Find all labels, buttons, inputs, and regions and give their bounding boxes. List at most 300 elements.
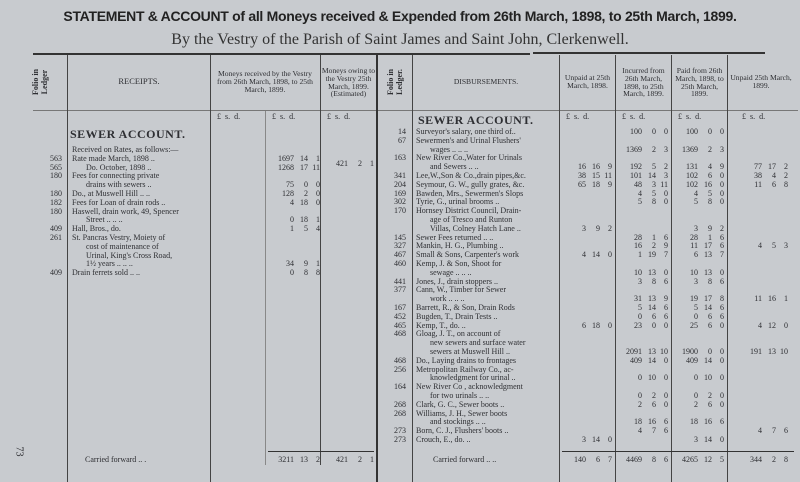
shillings: 8 <box>652 197 656 207</box>
shillings: 17 <box>704 294 712 304</box>
pence: 1 <box>784 294 788 304</box>
money-cell <box>672 436 724 445</box>
folio-number: 460 <box>394 259 406 268</box>
shillings: 18 <box>592 179 600 189</box>
pounds: 0 <box>290 215 294 225</box>
disbursement-row <box>0 410 800 419</box>
money-cell <box>736 181 788 190</box>
pence: 9 <box>720 162 724 172</box>
receipt-description: Drain ferrets sold .. .. <box>72 268 140 278</box>
money-cell <box>616 251 668 260</box>
money-cell <box>736 348 788 357</box>
disbursement-description: New River Co , acknowledgment <box>416 382 523 392</box>
disbursement-description: Seymour, G. W., gully grates, &c. <box>416 179 525 189</box>
disbursement-description: Do., Laying drains to frontages <box>416 355 516 365</box>
pounds: 3 <box>694 276 698 286</box>
money-cell <box>672 418 724 427</box>
shillings: 6 <box>708 320 712 330</box>
pounds: 409 <box>630 355 642 365</box>
pence: 0 <box>664 355 668 365</box>
money-cell <box>616 146 668 155</box>
money-cell <box>616 269 668 278</box>
pence: 11 <box>604 171 612 180</box>
folio-number: 261 <box>50 233 62 242</box>
disbursement-description: Kemp, T., do. .. <box>416 320 466 330</box>
money-cell <box>736 427 788 436</box>
shillings: 9 <box>596 223 600 233</box>
pence: 0 <box>664 188 668 198</box>
disbursement-description: Hornsey District Council, Drain- <box>416 206 522 216</box>
shillings: 6 <box>708 399 712 409</box>
disbursement-description: Born, C. J., Flushers' boots .. <box>416 426 509 436</box>
money-cell <box>616 357 668 366</box>
pounds: 16 <box>634 241 642 251</box>
pence: 10 <box>780 347 788 356</box>
pence: 6 <box>720 241 724 251</box>
shillings: 2 <box>358 455 362 464</box>
units-label: £ s. d. <box>678 112 702 121</box>
units-label: £ s. d. <box>217 112 241 121</box>
money-cell <box>672 190 724 199</box>
receipt-description: Rate made March, 1898 .. <box>72 153 155 163</box>
disbursement-description: work .. .. .. <box>430 294 465 304</box>
shillings: 2 <box>652 144 656 154</box>
shillings: 16 <box>648 417 656 427</box>
money-cell <box>672 401 724 410</box>
money-cell <box>672 313 724 322</box>
disbursement-description: and stockings .. .. <box>430 417 486 427</box>
pounds: 1 <box>290 224 294 234</box>
money-cell <box>560 181 612 190</box>
disbursement-row <box>0 383 800 392</box>
receipt-description: Urinal, King's Cross Road, <box>86 250 173 260</box>
pence: 9 <box>664 241 668 251</box>
receipt-description: Do., at Muswell Hill .. .. <box>72 189 150 198</box>
disbursement-row <box>0 286 800 295</box>
folio-number: 204 <box>394 179 406 189</box>
disbursement-description: Gloag, J. T., on account of <box>416 329 501 339</box>
folio-number: 180 <box>50 189 62 198</box>
pounds: 2 <box>694 399 698 409</box>
pounds: 102 <box>686 179 698 189</box>
money-cell <box>672 128 724 137</box>
folio-number: 256 <box>394 364 406 374</box>
pence: 0 <box>720 188 724 198</box>
money-cell <box>616 242 668 251</box>
pence: 6 <box>720 303 724 312</box>
pence: 5 <box>720 455 724 464</box>
pounds: 38 <box>578 171 586 180</box>
folio-number: 377 <box>394 285 406 295</box>
page-title: STATEMENT & ACCOUNT of all Moneys received & Expended from 26th March, 1898, to 25th March, 1899. <box>63 8 737 24</box>
pence: 0 <box>720 171 724 180</box>
money-cell <box>616 163 668 172</box>
pence: 2 <box>316 455 320 464</box>
shillings: 0 <box>652 127 656 136</box>
pounds: 131 <box>686 162 698 172</box>
disbursement-description: and Sewers .. .. <box>430 162 479 172</box>
shillings: 7 <box>772 426 776 436</box>
pounds: 0 <box>638 391 642 400</box>
disbursement-description: Sewer Fees returned .. .. <box>416 232 494 242</box>
pence: 7 <box>664 250 668 260</box>
pence: 6 <box>664 426 668 436</box>
shillings: 6 <box>772 179 776 189</box>
shillings: 8 <box>708 276 712 286</box>
money-cell <box>672 163 724 172</box>
disbursement-row <box>0 436 800 445</box>
pounds: 5 <box>638 303 642 312</box>
shillings: 6 <box>708 171 712 180</box>
receipt-description: Haswell, drain work, 49, Spencer <box>72 206 179 216</box>
shillings: 16 <box>592 162 600 172</box>
disbursement-description: sewage .. .. .. <box>430 267 472 277</box>
disbursement-row <box>0 154 800 163</box>
disbursement-description: sewers at Muswell Hill .. <box>430 347 510 356</box>
money-cell <box>672 181 724 190</box>
shillings: 13 <box>648 347 656 356</box>
disbursement-row <box>0 366 800 375</box>
money-cell <box>616 392 668 401</box>
folio-number: 468 <box>394 355 406 365</box>
header-paid: Paid from 26th March, 1898, to 25th March, 1899. <box>675 65 724 99</box>
pence: 2 <box>608 223 612 233</box>
pence: 6 <box>720 232 724 242</box>
money-cell <box>672 295 724 304</box>
disbursement-row <box>0 216 800 225</box>
pence: 0 <box>316 197 320 207</box>
shillings: 1 <box>652 232 656 242</box>
folio-number: 163 <box>394 153 406 163</box>
shillings: 13 <box>768 347 776 356</box>
shillings: 14 <box>648 303 656 312</box>
money-cell <box>736 163 788 172</box>
pounds: 19 <box>690 294 698 304</box>
pence: 11 <box>660 179 668 189</box>
pence: 1 <box>316 215 320 225</box>
pounds: 0 <box>694 311 698 321</box>
shillings: 2 <box>652 391 656 400</box>
folio-number: 563 <box>50 153 62 163</box>
folio-number: 302 <box>394 197 406 207</box>
money-cell <box>672 374 724 383</box>
pounds: 1 <box>638 250 642 260</box>
pence: 6 <box>664 455 668 464</box>
header-folio-left: Folio in Ledger <box>31 69 49 96</box>
disbursement-description: Clark, G. C., Sewer boots .. <box>416 399 505 409</box>
shillings: 16 <box>704 417 712 427</box>
shillings: 14 <box>648 355 656 365</box>
pence: 2 <box>784 171 788 180</box>
pence: 1 <box>316 259 320 269</box>
page-subtitle: By the Vestry of the Parish of Saint James and Saint John, Clerkenwell. <box>171 31 629 48</box>
folio-number: 268 <box>394 408 406 418</box>
shillings: 14 <box>300 153 308 163</box>
pounds: 1369 <box>626 144 642 154</box>
disbursement-description: Bawden, Mrs., Sewermen's Slops <box>416 188 524 198</box>
money-cell <box>616 418 668 427</box>
money-cell <box>672 234 724 243</box>
folio-number: 67 <box>398 135 406 145</box>
shillings: 10 <box>704 373 712 383</box>
total-rule <box>268 451 374 452</box>
pounds: 25 <box>690 320 698 330</box>
disbursement-description: Small & Sons, Carpenter's work <box>416 250 519 260</box>
disbursement-row <box>0 137 800 146</box>
pence: 0 <box>664 391 668 400</box>
disbursement-description: for two urinals .. .. <box>430 391 490 400</box>
pence: 0 <box>664 373 668 383</box>
shillings: 2 <box>772 455 776 464</box>
pence: 0 <box>720 391 724 400</box>
shillings: 14 <box>648 171 656 180</box>
pounds: 421 <box>336 158 348 168</box>
shillings: 2 <box>304 189 308 198</box>
money-cell <box>616 190 668 199</box>
receipts-section-title: SEWER ACCOUNT. <box>70 127 186 141</box>
pounds: 65 <box>578 179 586 189</box>
pounds: 11 <box>690 241 698 251</box>
pounds: 23 <box>634 320 642 330</box>
pence: 0 <box>720 127 724 136</box>
pence: 9 <box>664 294 668 304</box>
pounds: 3 <box>694 223 698 233</box>
receipt-description: Received on Rates, as follows:— <box>72 145 179 154</box>
shillings: 17 <box>704 241 712 251</box>
disbursement-row <box>0 339 800 348</box>
shillings: 14 <box>592 250 600 260</box>
folio-number: 327 <box>394 241 406 251</box>
pence: 1 <box>370 158 374 168</box>
money-cell <box>616 456 668 465</box>
money-cell <box>616 181 668 190</box>
shillings: 2 <box>652 241 656 251</box>
pence: 0 <box>316 180 320 190</box>
receipt-description: St. Pancras Vestry, Moiety of <box>72 233 166 242</box>
carried-forward-label: Carried forward .. .. <box>433 455 497 464</box>
pence: 9 <box>608 179 612 189</box>
shillings: 18 <box>300 197 308 207</box>
money-cell <box>560 456 612 465</box>
shillings: 18 <box>300 215 308 225</box>
pence: 0 <box>608 250 612 260</box>
money-cell <box>672 278 724 287</box>
pounds: 101 <box>630 171 642 180</box>
folio-number: 273 <box>394 435 406 444</box>
shillings: 8 <box>708 197 712 207</box>
disbursement-description: Sewermen's and Urinal Flushers' <box>416 135 521 145</box>
pounds: 10 <box>690 267 698 277</box>
shillings: 6 <box>708 311 712 321</box>
disbursement-row <box>0 207 800 216</box>
pounds: 0 <box>290 268 294 278</box>
pounds: 38 <box>754 171 762 180</box>
shillings: 12 <box>704 455 712 464</box>
disbursement-description: Williams, J. H., Sewer boots <box>416 408 508 418</box>
money-cell <box>616 348 668 357</box>
disbursement-description: New River Co.,Water for Urinals <box>416 153 522 163</box>
money-cell <box>672 357 724 366</box>
shillings: 13 <box>704 250 712 260</box>
pounds: 192 <box>630 162 642 172</box>
pence: 6 <box>664 232 668 242</box>
pounds: 4 <box>638 188 642 198</box>
shillings: 15 <box>592 171 600 180</box>
money-cell <box>616 128 668 137</box>
shillings: 2 <box>358 158 362 168</box>
folio-number: 341 <box>394 171 406 180</box>
units-label: £ s. d. <box>742 112 766 121</box>
pounds: 128 <box>282 189 294 198</box>
shillings: 0 <box>304 180 308 190</box>
disbursement-description: wages .. .. .. <box>430 144 468 154</box>
pounds: 421 <box>336 455 348 464</box>
folio-number: 14 <box>398 127 406 136</box>
shillings: 14 <box>592 435 600 444</box>
folio-number: 409 <box>50 268 62 278</box>
disbursement-row <box>0 330 800 339</box>
pence: 0 <box>316 189 320 198</box>
money-cell <box>560 225 612 234</box>
shillings: 14 <box>704 355 712 365</box>
folio-number: 170 <box>394 206 406 216</box>
folio-number: 273 <box>394 426 406 436</box>
pence: 6 <box>720 276 724 286</box>
folio-number: 180 <box>50 171 62 181</box>
money-cell <box>616 304 668 313</box>
receipt-description: drains with sewers .. <box>86 180 152 190</box>
shillings: 2 <box>708 144 712 154</box>
pounds: 3 <box>582 223 586 233</box>
pence: 0 <box>720 179 724 189</box>
disbursement-description: Jones, J., drain stoppers .. <box>416 276 498 286</box>
pence: 6 <box>664 303 668 312</box>
disbursements-carried-forward <box>0 456 800 465</box>
pence: 11 <box>312 162 320 172</box>
pence: 0 <box>664 320 668 330</box>
shillings: 2 <box>708 391 712 400</box>
pounds: 1369 <box>682 144 698 154</box>
disbursement-description: Mankin, H. G., Plumbing .. <box>416 241 504 251</box>
folio-number: 467 <box>394 250 406 260</box>
pounds: 4 <box>290 197 294 207</box>
receipt-description: Do. October, 1898 .. <box>86 162 152 172</box>
units-label: £ s. d. <box>622 112 646 121</box>
money-cell <box>616 198 668 207</box>
money-cell <box>616 234 668 243</box>
pence: 8 <box>784 455 788 464</box>
money-cell <box>672 225 724 234</box>
money-cell <box>616 374 668 383</box>
units-label: £ s. d. <box>327 112 351 121</box>
pounds: 16 <box>578 162 586 172</box>
folio-number: 180 <box>50 206 62 216</box>
receipt-description: 1½ years .. .. .. <box>86 259 133 269</box>
money-cell <box>736 295 788 304</box>
pounds: 2 <box>638 399 642 409</box>
pence: 0 <box>720 320 724 330</box>
shillings: 9 <box>708 223 712 233</box>
pence: 0 <box>664 127 668 136</box>
pounds: 4265 <box>682 455 698 464</box>
money-cell <box>560 436 612 445</box>
units-label: £ s. d. <box>272 112 296 121</box>
shillings: 6 <box>652 399 656 409</box>
money-cell <box>672 172 724 181</box>
pence: 0 <box>664 399 668 409</box>
top-rule-right <box>533 52 765 54</box>
pounds: 100 <box>686 127 698 136</box>
folio-number: 565 <box>50 162 62 172</box>
pounds: 11 <box>754 179 762 189</box>
pounds: 102 <box>686 171 698 180</box>
pence: 8 <box>316 268 320 278</box>
header-folio-right: Folio in Ledger. <box>386 69 404 96</box>
pounds: 4469 <box>626 455 642 464</box>
money-cell <box>616 427 668 436</box>
pounds: 75 <box>286 180 294 190</box>
money-cell <box>616 278 668 287</box>
disbursement-description: age of Tresco and Runton <box>430 215 513 224</box>
shillings: 19 <box>648 250 656 260</box>
folio-number: 167 <box>394 303 406 312</box>
shillings: 18 <box>592 320 600 330</box>
pence: 0 <box>720 399 724 409</box>
money-cell <box>560 322 612 331</box>
pounds: 0 <box>694 373 698 383</box>
receipt-description: Fees for connecting private <box>72 171 160 181</box>
shillings: 0 <box>652 320 656 330</box>
folio-number: 164 <box>394 382 406 392</box>
pounds: 5 <box>694 197 698 207</box>
pence: 10 <box>660 347 668 356</box>
pence: 0 <box>720 197 724 207</box>
folio-number: 268 <box>394 399 406 409</box>
disbursement-description: Cann, W., Timber for Sewer <box>416 285 506 295</box>
pounds: 0 <box>694 391 698 400</box>
pence: 6 <box>664 311 668 321</box>
money-cell <box>616 313 668 322</box>
pounds: 3 <box>582 435 586 444</box>
pence: 0 <box>720 267 724 277</box>
shillings: 14 <box>704 435 712 444</box>
carried-forward-label: Carried forward .. . <box>85 455 147 464</box>
money-cell <box>736 172 788 181</box>
money-cell <box>672 269 724 278</box>
pounds: 100 <box>630 127 642 136</box>
pounds: 48 <box>634 179 642 189</box>
shillings: 0 <box>708 127 712 136</box>
money-cell <box>616 322 668 331</box>
money-cell <box>736 456 788 465</box>
pounds: 0 <box>638 373 642 383</box>
folio-number: 452 <box>394 311 406 321</box>
pence: 3 <box>720 144 724 154</box>
disbursement-description: knowledgment for urinal .. <box>430 373 516 383</box>
pence: 0 <box>720 355 724 365</box>
header-unpaid-1899: Unpaid 25th March, 1899. <box>730 73 792 90</box>
pence: 7 <box>608 455 612 464</box>
pence: 6 <box>784 426 788 436</box>
shillings: 16 <box>768 294 776 304</box>
disbursement-description: Villas, Colney Hatch Lane .. <box>430 223 521 233</box>
pounds: 5 <box>638 197 642 207</box>
header-receipts: RECEIPTS. <box>118 76 160 87</box>
folio-number: 468 <box>394 329 406 339</box>
shillings: 12 <box>768 320 776 330</box>
shillings: 9 <box>304 259 308 269</box>
pounds: 2091 <box>626 347 642 356</box>
